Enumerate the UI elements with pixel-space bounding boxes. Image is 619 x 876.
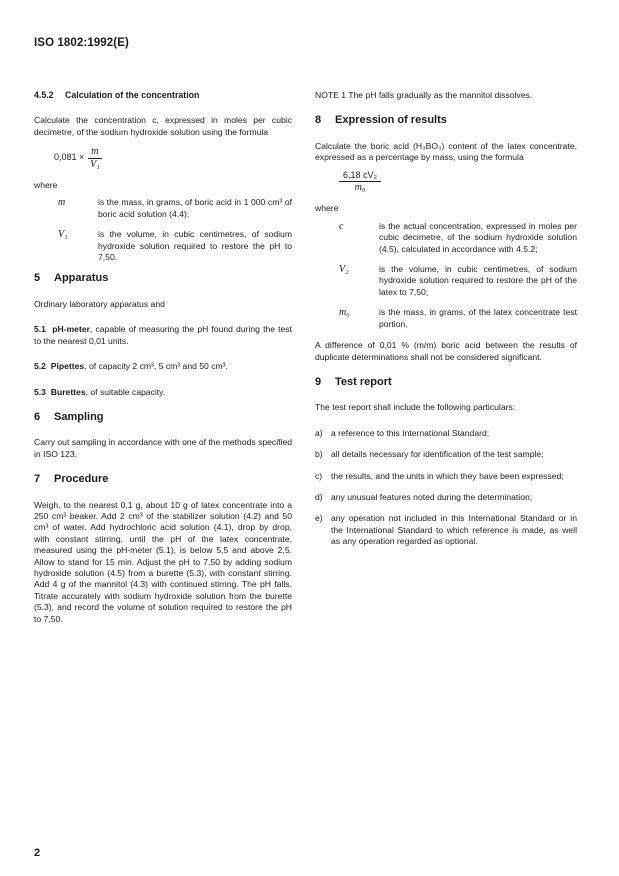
definition-text: is the mass, in grams, of the latex concentrate test portion. (379, 307, 577, 329)
section-4-5-2-text: Calculate the concentration c, expressed in moles per cubic decimetre, of the sodium hydroxide solution using the formula (34, 115, 292, 137)
definition-symbol: m (58, 197, 66, 209)
definition-text: is the volume, in cubic centimetres, of sodium hydroxide solution required to restore the pH of the latex to 7,50; (379, 264, 577, 297)
section-8-heading (315, 115, 577, 126)
section-7-text: Weigh, to the nearest 0,1 g, about 10 g of latex concentrate into a 250 cm³ beaker. Add 2 cm³ of the stabilizer solution (4.2) and 50 cm³ of water. Add hydrochloric acid solution (4.1), drop by drop, with constant stirring, until the pH of the latex concentrate, measured using the pH-meter (5.1), is below 5,5 and above 2,5. Allow to stand for 15 min. Adjust the pH to 7,50 by adding sodium hydroxide solution (4.5) from a burette (5.3), with constant stirring. Add 4 g of the mannitol (4.3) with continued stirring. The pH falls. Titrate accurately with sodium hydroxide solution from the burette (5.3), and record the volume of solution required to restore the pH to 7,50. (34, 499, 292, 624)
section-9-heading (315, 377, 577, 388)
list-item-text: any operation not included in this International Standard or in the International Standard to which reference is made, as well as any operation regarded as optional. (331, 513, 577, 547)
definition-symbol: V₁ (58, 229, 68, 241)
term: Burettes (50, 386, 86, 397)
section-5-3: 5.3 Burettes, of suitable capacity. (34, 386, 166, 397)
section-number: 7 (34, 473, 41, 486)
definition-text: is the actual concentration, expressed in moles per cubic decimetre, of the sodium hydroxide solution (4.5), calculated in accordance with 4.5.2; (379, 220, 577, 254)
where-label: where (315, 203, 339, 214)
list-item (315, 449, 577, 460)
list-item-label: d) (315, 491, 323, 502)
definition-item (34, 229, 292, 263)
section-6-text: Carry out sampling in accordance with one of the methods specified in ISO 123. (34, 437, 292, 459)
note-1: NOTE 1 The pH falls gradually as the mannitol dissolves. (315, 90, 533, 100)
term: pH-meter (52, 324, 90, 335)
section-number: 4.5.2 (34, 90, 54, 100)
list-item-text: a reference to this International Standard; (331, 427, 490, 438)
section-5-2: 5.2 Pipettes, of capacity 2 cm³, 5 cm³ and 50 cm³. (34, 361, 228, 372)
section-5-text: Ordinary laboratory apparatus and (34, 298, 165, 309)
section-9-text: The test report shall include the following particulars: (315, 402, 516, 413)
formula-concentration (54, 146, 292, 170)
section-title: Apparatus (54, 272, 109, 285)
where-label: where (34, 180, 58, 191)
list-item-label: c) (315, 470, 323, 481)
list-item-text: the results, and the units in which they have been expressed; (331, 470, 564, 481)
formula-fraction (88, 146, 101, 170)
section-number: 9 (315, 375, 322, 388)
section-title: Test report (335, 375, 392, 388)
definition-symbol: V₂ (339, 264, 349, 276)
right-column (315, 90, 577, 558)
formula-denominator: V₁ (90, 158, 100, 170)
term-description: , of capacity 2 cm³, 5 cm³ and 50 cm³. (84, 361, 228, 372)
list-item-text: any unusual features noted during the determination; (331, 491, 533, 502)
term: Pipettes (50, 361, 85, 372)
page-number: 2 (34, 847, 41, 859)
formula-denominator: m₀ (354, 182, 366, 194)
formula-numerator: 6,18 cV₂ (343, 169, 378, 180)
definitions-list (315, 221, 577, 330)
section-4-5-2-heading (34, 90, 292, 101)
section-8-text: Calculate the boric acid (H₃BO₃) content of the latex concentrate, expressed as a percentage by mass, using the formula (315, 140, 577, 163)
section-number: 6 (34, 410, 41, 423)
list-item-label: b) (315, 449, 323, 460)
section-number: 8 (315, 114, 322, 127)
section-6-heading (34, 412, 292, 423)
formula-prefix: 0,081 × (54, 152, 85, 163)
section-title: Expression of results (335, 114, 447, 127)
list-item-label: a) (315, 427, 323, 438)
list-item (315, 492, 577, 503)
list-item (315, 513, 577, 547)
section-7-heading (34, 474, 292, 485)
list-item (315, 428, 577, 439)
formula-numerator: m (91, 146, 99, 158)
definition-text: is the volume, in cubic centimetres, of sodium hydroxide solution required to restore the pH to 7,50. (98, 229, 292, 263)
test-report-list (315, 428, 577, 548)
section-title: Calculation of the concentration (65, 90, 200, 100)
section-number: 5 (34, 272, 41, 285)
section-8-significance: A difference of 0,01 % (m/m) boric acid between the results of duplicate determinations shall not be considered significant. (315, 340, 577, 362)
section-title: Sampling (54, 410, 104, 423)
definition-item (315, 221, 577, 255)
section-5-heading (34, 273, 292, 284)
section-title: Procedure (54, 473, 109, 486)
definition-symbol: c (339, 220, 344, 232)
document-header: ISO 1802:1992(E) (34, 37, 129, 49)
definition-item (315, 264, 577, 298)
definition-item (315, 307, 577, 330)
definition-item (34, 197, 292, 220)
definition-symbol: m₀ (339, 307, 350, 319)
list-item-label: e) (315, 513, 323, 524)
list-item-text: all details necessary for identification of the test sample; (331, 449, 544, 460)
list-item (315, 471, 577, 482)
section-5-1: 5.1 pH-meter, capable of measuring the pH found during the test to the nearest 0,01 units. (34, 324, 292, 346)
formula-boric-acid (339, 170, 381, 194)
term-description: , of suitable capacity. (85, 386, 166, 397)
definitions-list (34, 197, 292, 263)
term-description: , capable of measuring the pH found during the test to the nearest 0,01 units. (34, 324, 292, 346)
definition-text: is the mass, in grams, of boric acid in 1 000 cm³ of boric acid solution (4.4); (98, 197, 292, 219)
left-column (34, 90, 292, 625)
